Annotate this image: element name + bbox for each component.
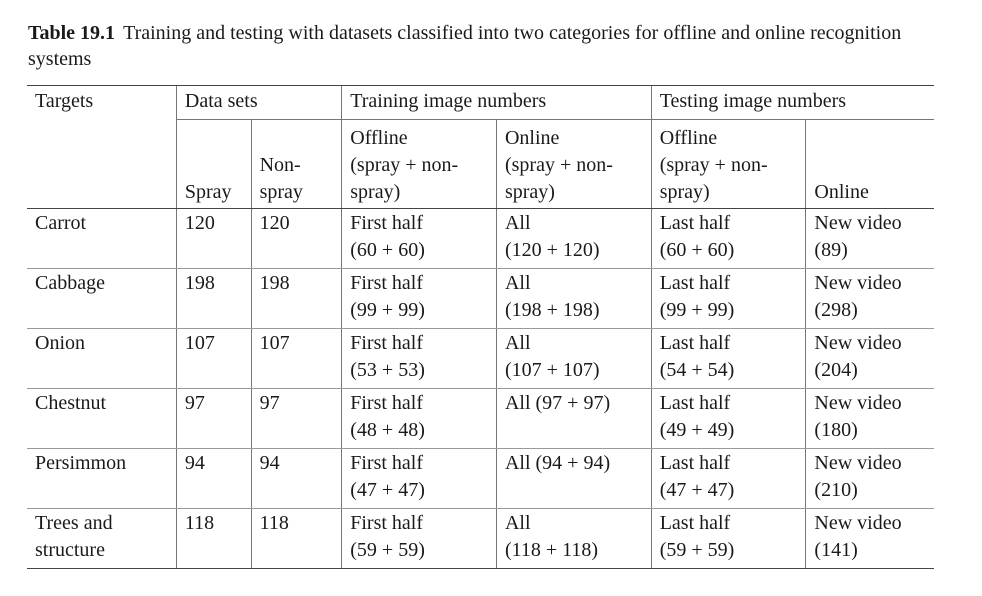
cell-nonspray: 107 xyxy=(251,329,342,389)
table-row xyxy=(27,269,934,329)
table-row xyxy=(27,389,934,449)
cell-test-online: New video (204) xyxy=(806,329,934,389)
cell-target: Carrot xyxy=(27,209,176,269)
cell-test-online: New video (298) xyxy=(806,269,934,329)
cell-nonspray: 94 xyxy=(251,449,342,509)
cell-train-offline: First half (53 + 53) xyxy=(342,329,497,389)
cell-train-online: All (97 + 97) xyxy=(496,389,651,449)
cell-nonspray: 118 xyxy=(251,509,342,569)
header-train-online: Online (spray + non- spray) xyxy=(496,120,651,209)
cell-target: Trees and structure xyxy=(27,509,176,569)
cell-test-offline: Last half (47 + 47) xyxy=(651,449,806,509)
cell-nonspray: 198 xyxy=(251,269,342,329)
cell-nonspray: 97 xyxy=(251,389,342,449)
cell-test-online: New video (89) xyxy=(806,209,934,269)
header-test-online: Online xyxy=(806,120,934,209)
table-caption-text: Training and testing with datasets classified into two categories for offline and online recognition systems xyxy=(28,22,902,70)
table-caption-label: Table 19.1 xyxy=(28,22,116,44)
cell-nonspray: 120 xyxy=(251,209,342,269)
table-row xyxy=(27,449,934,509)
cell-target: Onion xyxy=(27,329,176,389)
cell-test-offline: Last half (59 + 59) xyxy=(651,509,806,569)
cell-test-offline: Last half (60 + 60) xyxy=(651,209,806,269)
cell-spray: 94 xyxy=(176,449,251,509)
cell-train-online: All (120 + 120) xyxy=(496,209,651,269)
cell-train-online: All (118 + 118) xyxy=(496,509,651,569)
table-body xyxy=(27,209,934,569)
cell-spray: 97 xyxy=(176,389,251,449)
table-row xyxy=(27,209,934,269)
cell-train-offline: First half (59 + 59) xyxy=(342,509,497,569)
cell-test-online: New video (141) xyxy=(806,509,934,569)
cell-spray: 198 xyxy=(176,269,251,329)
header-group-testing: Testing image numbers xyxy=(651,86,934,120)
table-header xyxy=(27,86,934,209)
cell-test-online: New video (210) xyxy=(806,449,934,509)
cell-spray: 120 xyxy=(176,209,251,269)
cell-target: Cabbage xyxy=(27,269,176,329)
table-caption xyxy=(28,20,948,72)
cell-target: Persimmon xyxy=(27,449,176,509)
data-table xyxy=(27,85,934,569)
table-row xyxy=(27,329,934,389)
cell-test-offline: Last half (99 + 99) xyxy=(651,269,806,329)
header-nonspray: Non- spray xyxy=(251,120,342,209)
cell-target: Chestnut xyxy=(27,389,176,449)
cell-spray: 118 xyxy=(176,509,251,569)
cell-test-online: New video (180) xyxy=(806,389,934,449)
cell-train-online: All (107 + 107) xyxy=(496,329,651,389)
cell-train-offline: First half (60 + 60) xyxy=(342,209,497,269)
cell-test-offline: Last half (49 + 49) xyxy=(651,389,806,449)
cell-train-offline: First half (99 + 99) xyxy=(342,269,497,329)
header-row-groups xyxy=(27,86,934,120)
cell-train-offline: First half (48 + 48) xyxy=(342,389,497,449)
header-group-training: Training image numbers xyxy=(342,86,651,120)
header-train-offline: Offline (spray + non- spray) xyxy=(342,120,497,209)
header-group-datasets: Data sets xyxy=(176,86,341,120)
cell-test-offline: Last half (54 + 54) xyxy=(651,329,806,389)
cell-train-offline: First half (47 + 47) xyxy=(342,449,497,509)
header-spray: Spray xyxy=(176,120,251,209)
cell-train-online: All (94 + 94) xyxy=(496,449,651,509)
cell-train-online: All (198 + 198) xyxy=(496,269,651,329)
table-row xyxy=(27,509,934,569)
header-test-offline: Offline (spray + non- spray) xyxy=(651,120,806,209)
header-targets: Targets xyxy=(27,86,176,209)
cell-spray: 107 xyxy=(176,329,251,389)
